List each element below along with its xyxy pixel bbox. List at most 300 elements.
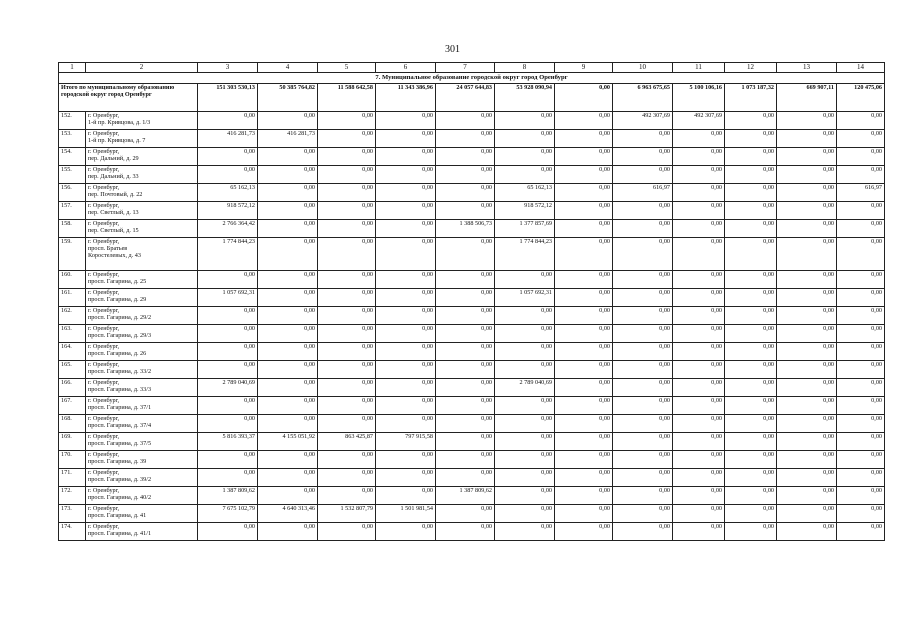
value-cell: 0,00 bbox=[725, 271, 777, 289]
value-cell: 0,00 bbox=[318, 289, 376, 307]
column-number: 12 bbox=[725, 63, 777, 73]
value-cell: 0,00 bbox=[725, 397, 777, 415]
value-cell: 0,00 bbox=[198, 523, 258, 541]
table-row bbox=[59, 361, 885, 379]
value-cell: 0,00 bbox=[258, 220, 318, 238]
value-cell: 0,00 bbox=[555, 202, 613, 220]
address-line: г. Оренбург, bbox=[88, 325, 120, 332]
address-cell bbox=[86, 307, 198, 325]
value-cell: 0,00 bbox=[495, 148, 555, 166]
table-row bbox=[59, 271, 885, 289]
value-cell: 0,00 bbox=[837, 415, 885, 433]
address-line: г. Оренбург, bbox=[88, 112, 120, 119]
value-cell: 0,00 bbox=[725, 379, 777, 397]
value-cell: 0,00 bbox=[436, 148, 495, 166]
address-line: г. Оренбург, bbox=[88, 343, 120, 350]
value-cell: 0,00 bbox=[777, 148, 837, 166]
value-cell: 0,00 bbox=[555, 487, 613, 505]
value-cell: 0,00 bbox=[436, 184, 495, 202]
table-row bbox=[59, 451, 885, 469]
value-cell: 0,00 bbox=[673, 220, 725, 238]
value-cell: 0,00 bbox=[777, 451, 837, 469]
value-cell: 0,00 bbox=[495, 505, 555, 523]
value-cell: 0,00 bbox=[777, 415, 837, 433]
table-row bbox=[59, 130, 885, 148]
value-cell: 0,00 bbox=[258, 166, 318, 184]
value-cell: 0,00 bbox=[673, 451, 725, 469]
value-cell: 0,00 bbox=[436, 166, 495, 184]
value-cell: 0,00 bbox=[555, 220, 613, 238]
value-cell: 0,00 bbox=[436, 325, 495, 343]
address-line: просп. Гагарина, д. 41/1 bbox=[88, 530, 152, 537]
page-number: 301 bbox=[445, 44, 460, 55]
value-cell: 0,00 bbox=[318, 202, 376, 220]
row-index: 165. bbox=[59, 361, 86, 379]
value-cell: 0,00 bbox=[837, 523, 885, 541]
value-cell: 1 057 692,31 bbox=[198, 289, 258, 307]
total-value: 11 588 642,58 bbox=[318, 84, 376, 112]
column-number: 3 bbox=[198, 63, 258, 73]
row-index: 156. bbox=[59, 184, 86, 202]
row-index: 172. bbox=[59, 487, 86, 505]
value-cell: 0,00 bbox=[837, 148, 885, 166]
table-row bbox=[59, 379, 885, 397]
value-cell: 0,00 bbox=[495, 325, 555, 343]
row-index: 168. bbox=[59, 415, 86, 433]
row-index: 163. bbox=[59, 325, 86, 343]
value-cell: 0,00 bbox=[837, 397, 885, 415]
value-cell: 0,00 bbox=[436, 238, 495, 271]
value-cell: 0,00 bbox=[495, 433, 555, 451]
total-value: 6 963 675,65 bbox=[613, 84, 673, 112]
address-line: г. Оренбург, bbox=[88, 379, 120, 386]
value-cell: 0,00 bbox=[777, 202, 837, 220]
total-value: 53 928 090,94 bbox=[495, 84, 555, 112]
value-cell: 0,00 bbox=[318, 523, 376, 541]
value-cell: 0,00 bbox=[725, 184, 777, 202]
value-cell: 616,97 bbox=[837, 184, 885, 202]
row-index: 164. bbox=[59, 343, 86, 361]
value-cell: 0,00 bbox=[318, 469, 376, 487]
total-value: 50 385 764,82 bbox=[258, 84, 318, 112]
value-cell: 0,00 bbox=[198, 415, 258, 433]
address-line: г. Оренбург, bbox=[88, 307, 120, 314]
value-cell: 0,00 bbox=[258, 148, 318, 166]
section-title: 7. Муниципальное образование городской округ город Оренбург bbox=[59, 73, 885, 84]
value-cell: 0,00 bbox=[613, 451, 673, 469]
row-index: 171. bbox=[59, 469, 86, 487]
value-cell: 0,00 bbox=[318, 397, 376, 415]
value-cell: 0,00 bbox=[613, 271, 673, 289]
column-number: 9 bbox=[555, 63, 613, 73]
address-line: г. Оренбург, bbox=[88, 166, 120, 173]
value-cell: 0,00 bbox=[376, 202, 436, 220]
value-cell: 0,00 bbox=[613, 397, 673, 415]
value-cell: 0,00 bbox=[673, 184, 725, 202]
column-number: 2 bbox=[86, 63, 198, 73]
value-cell: 0,00 bbox=[258, 238, 318, 271]
table-row bbox=[59, 307, 885, 325]
value-cell: 0,00 bbox=[777, 523, 837, 541]
value-cell: 0,00 bbox=[673, 397, 725, 415]
value-cell: 0,00 bbox=[376, 343, 436, 361]
value-cell: 0,00 bbox=[555, 289, 613, 307]
value-cell: 0,00 bbox=[198, 361, 258, 379]
address-line: просп. Гагарина, д. 25 bbox=[88, 278, 147, 285]
value-cell: 0,00 bbox=[837, 361, 885, 379]
value-cell: 0,00 bbox=[725, 289, 777, 307]
value-cell: 0,00 bbox=[376, 523, 436, 541]
value-cell: 0,00 bbox=[495, 166, 555, 184]
address-line: г. Оренбург, bbox=[88, 469, 120, 476]
value-cell: 0,00 bbox=[673, 202, 725, 220]
value-cell: 0,00 bbox=[555, 130, 613, 148]
value-cell: 0,00 bbox=[673, 325, 725, 343]
address-cell bbox=[86, 220, 198, 238]
value-cell: 0,00 bbox=[318, 238, 376, 271]
value-cell: 0,00 bbox=[555, 184, 613, 202]
value-cell: 0,00 bbox=[837, 289, 885, 307]
value-cell: 0,00 bbox=[673, 505, 725, 523]
value-cell: 0,00 bbox=[837, 343, 885, 361]
address-line: просп. Гагарина, д. 39/2 bbox=[88, 476, 152, 483]
value-cell: 492 307,69 bbox=[613, 112, 673, 130]
value-cell: 0,00 bbox=[376, 361, 436, 379]
value-cell: 1 774 844,23 bbox=[495, 238, 555, 271]
address-cell bbox=[86, 238, 198, 271]
value-cell: 0,00 bbox=[258, 307, 318, 325]
value-cell: 0,00 bbox=[376, 166, 436, 184]
value-cell: 0,00 bbox=[725, 343, 777, 361]
address-line: пер. Светлый, д. 15 bbox=[88, 227, 139, 234]
address-cell bbox=[86, 289, 198, 307]
value-cell: 0,00 bbox=[555, 361, 613, 379]
value-cell: 0,00 bbox=[258, 184, 318, 202]
value-cell: 0,00 bbox=[613, 238, 673, 271]
value-cell: 1 387 809,62 bbox=[436, 487, 495, 505]
address-line: г. Оренбург, bbox=[88, 289, 120, 296]
address-line: г. Оренбург, bbox=[88, 238, 120, 245]
value-cell: 0,00 bbox=[495, 487, 555, 505]
value-cell: 616,97 bbox=[613, 184, 673, 202]
value-cell: 0,00 bbox=[376, 325, 436, 343]
address-cell bbox=[86, 451, 198, 469]
address-cell bbox=[86, 130, 198, 148]
total-value: 11 343 386,96 bbox=[376, 84, 436, 112]
value-cell: 0,00 bbox=[613, 289, 673, 307]
column-number: 11 bbox=[673, 63, 725, 73]
value-cell: 0,00 bbox=[318, 325, 376, 343]
table-row bbox=[59, 184, 885, 202]
value-cell: 0,00 bbox=[495, 523, 555, 541]
value-cell: 0,00 bbox=[837, 238, 885, 271]
address-line: г. Оренбург, bbox=[88, 415, 120, 422]
table-row bbox=[59, 112, 885, 130]
value-cell: 0,00 bbox=[376, 130, 436, 148]
value-cell: 2 789 040,69 bbox=[198, 379, 258, 397]
value-cell: 0,00 bbox=[673, 271, 725, 289]
value-cell: 2 789 040,69 bbox=[495, 379, 555, 397]
row-index: 154. bbox=[59, 148, 86, 166]
address-cell bbox=[86, 433, 198, 451]
value-cell: 0,00 bbox=[725, 451, 777, 469]
value-cell: 4 155 051,92 bbox=[258, 433, 318, 451]
address-cell bbox=[86, 184, 198, 202]
value-cell: 0,00 bbox=[555, 451, 613, 469]
value-cell: 0,00 bbox=[436, 289, 495, 307]
value-cell: 0,00 bbox=[318, 307, 376, 325]
value-cell: 0,00 bbox=[198, 271, 258, 289]
value-cell: 0,00 bbox=[777, 166, 837, 184]
address-cell bbox=[86, 397, 198, 415]
value-cell: 0,00 bbox=[436, 523, 495, 541]
address-line: г. Оренбург, bbox=[88, 523, 120, 530]
value-cell: 0,00 bbox=[495, 361, 555, 379]
value-cell: 0,00 bbox=[318, 130, 376, 148]
value-cell: 0,00 bbox=[837, 379, 885, 397]
value-cell: 0,00 bbox=[495, 469, 555, 487]
value-cell: 0,00 bbox=[725, 325, 777, 343]
value-cell: 0,00 bbox=[725, 469, 777, 487]
value-cell: 4 640 313,46 bbox=[258, 505, 318, 523]
value-cell: 0,00 bbox=[318, 415, 376, 433]
address-line: г. Оренбург, bbox=[88, 433, 120, 440]
value-cell: 0,00 bbox=[198, 451, 258, 469]
address-line: пер. Дальний, д. 33 bbox=[88, 173, 139, 180]
value-cell: 0,00 bbox=[555, 433, 613, 451]
column-number: 14 bbox=[837, 63, 885, 73]
value-cell: 416 281,73 bbox=[198, 130, 258, 148]
column-number: 6 bbox=[376, 63, 436, 73]
address-cell bbox=[86, 415, 198, 433]
value-cell: 797 915,58 bbox=[376, 433, 436, 451]
table-row bbox=[59, 523, 885, 541]
row-index: 161. bbox=[59, 289, 86, 307]
value-cell: 0,00 bbox=[376, 451, 436, 469]
value-cell: 0,00 bbox=[258, 523, 318, 541]
value-cell: 0,00 bbox=[837, 451, 885, 469]
value-cell: 0,00 bbox=[376, 307, 436, 325]
value-cell: 0,00 bbox=[837, 166, 885, 184]
value-cell: 0,00 bbox=[436, 112, 495, 130]
address-cell bbox=[86, 202, 198, 220]
column-number-row bbox=[59, 63, 885, 73]
value-cell: 0,00 bbox=[436, 397, 495, 415]
table-row bbox=[59, 202, 885, 220]
value-cell: 0,00 bbox=[198, 469, 258, 487]
value-cell: 0,00 bbox=[837, 469, 885, 487]
value-cell: 0,00 bbox=[555, 343, 613, 361]
value-cell: 0,00 bbox=[495, 451, 555, 469]
value-cell: 0,00 bbox=[837, 130, 885, 148]
value-cell: 0,00 bbox=[318, 166, 376, 184]
table-row bbox=[59, 220, 885, 238]
value-cell: 0,00 bbox=[673, 379, 725, 397]
value-cell: 0,00 bbox=[673, 433, 725, 451]
value-cell: 0,00 bbox=[376, 148, 436, 166]
value-cell: 0,00 bbox=[837, 307, 885, 325]
total-value: 0,00 bbox=[555, 84, 613, 112]
address-line: г. Оренбург, bbox=[88, 451, 120, 458]
address-line: просп. Братьев bbox=[88, 245, 128, 252]
value-cell: 0,00 bbox=[318, 271, 376, 289]
address-line: просп. Гагарина, д. 33/3 bbox=[88, 386, 152, 393]
address-line: пер. Светлый, д. 13 bbox=[88, 209, 139, 216]
address-line: просп. Гагарина, д. 39 bbox=[88, 458, 147, 465]
address-line: г. Оренбург, bbox=[88, 220, 120, 227]
value-cell: 0,00 bbox=[198, 343, 258, 361]
value-cell: 0,00 bbox=[555, 505, 613, 523]
value-cell: 0,00 bbox=[725, 112, 777, 130]
value-cell: 0,00 bbox=[673, 415, 725, 433]
value-cell: 0,00 bbox=[777, 112, 837, 130]
value-cell: 0,00 bbox=[258, 451, 318, 469]
address-line: г. Оренбург, bbox=[88, 487, 120, 494]
value-cell: 0,00 bbox=[258, 487, 318, 505]
value-cell: 1 388 506,73 bbox=[436, 220, 495, 238]
value-cell: 0,00 bbox=[376, 289, 436, 307]
value-cell: 0,00 bbox=[725, 238, 777, 271]
value-cell: 0,00 bbox=[613, 166, 673, 184]
total-value: 24 057 644,83 bbox=[436, 84, 495, 112]
value-cell: 0,00 bbox=[436, 343, 495, 361]
value-cell: 0,00 bbox=[436, 202, 495, 220]
value-cell: 0,00 bbox=[318, 184, 376, 202]
value-cell: 0,00 bbox=[198, 166, 258, 184]
address-line: г. Оренбург, bbox=[88, 361, 120, 368]
row-index: 155. bbox=[59, 166, 86, 184]
value-cell: 0,00 bbox=[777, 361, 837, 379]
value-cell: 0,00 bbox=[376, 487, 436, 505]
value-cell: 0,00 bbox=[613, 523, 673, 541]
value-cell: 0,00 bbox=[318, 112, 376, 130]
table-row bbox=[59, 487, 885, 505]
value-cell: 0,00 bbox=[376, 184, 436, 202]
value-cell: 0,00 bbox=[436, 379, 495, 397]
table-body bbox=[59, 63, 885, 541]
value-cell: 0,00 bbox=[725, 433, 777, 451]
address-line: г. Оренбург, bbox=[88, 271, 120, 278]
value-cell: 0,00 bbox=[495, 415, 555, 433]
value-cell: 0,00 bbox=[376, 379, 436, 397]
value-cell: 0,00 bbox=[555, 523, 613, 541]
value-cell: 0,00 bbox=[436, 433, 495, 451]
value-cell: 0,00 bbox=[777, 487, 837, 505]
value-cell: 0,00 bbox=[376, 397, 436, 415]
value-cell: 0,00 bbox=[613, 415, 673, 433]
table-row bbox=[59, 505, 885, 523]
value-cell: 0,00 bbox=[495, 130, 555, 148]
address-line: г. Оренбург, bbox=[88, 130, 120, 137]
address-cell bbox=[86, 469, 198, 487]
value-cell: 0,00 bbox=[258, 325, 318, 343]
address-line: г. Оренбург, bbox=[88, 148, 120, 155]
value-cell: 0,00 bbox=[318, 220, 376, 238]
address-line: просп. Гагарина, д. 29/3 bbox=[88, 332, 152, 339]
value-cell: 1 377 857,69 bbox=[495, 220, 555, 238]
value-cell: 0,00 bbox=[555, 325, 613, 343]
address-line: г. Оренбург, bbox=[88, 202, 120, 209]
value-cell: 0,00 bbox=[318, 361, 376, 379]
value-cell: 65 162,13 bbox=[495, 184, 555, 202]
column-number: 1 bbox=[59, 63, 86, 73]
address-cell bbox=[86, 487, 198, 505]
value-cell: 0,00 bbox=[258, 361, 318, 379]
table-row bbox=[59, 289, 885, 307]
address-cell bbox=[86, 505, 198, 523]
value-cell: 0,00 bbox=[777, 130, 837, 148]
address-line: Коростелевых, д. 43 bbox=[88, 252, 141, 259]
address-cell bbox=[86, 523, 198, 541]
address-cell bbox=[86, 379, 198, 397]
table-row bbox=[59, 433, 885, 451]
value-cell: 0,00 bbox=[376, 112, 436, 130]
row-index: 170. bbox=[59, 451, 86, 469]
value-cell: 0,00 bbox=[376, 238, 436, 271]
total-value: 1 073 187,32 bbox=[725, 84, 777, 112]
value-cell: 0,00 bbox=[673, 361, 725, 379]
column-number: 7 bbox=[436, 63, 495, 73]
row-index: 157. bbox=[59, 202, 86, 220]
value-cell: 0,00 bbox=[495, 271, 555, 289]
row-index: 162. bbox=[59, 307, 86, 325]
address-line: просп. Гагарина, д. 41 bbox=[88, 512, 147, 519]
address-line: 1-й пр. Кривцова, д. 7 bbox=[88, 137, 146, 144]
value-cell: 0,00 bbox=[318, 451, 376, 469]
value-cell: 0,00 bbox=[495, 397, 555, 415]
value-cell: 0,00 bbox=[436, 307, 495, 325]
total-value: 669 907,11 bbox=[777, 84, 837, 112]
row-index: 169. bbox=[59, 433, 86, 451]
value-cell: 0,00 bbox=[673, 469, 725, 487]
address-line: г. Оренбург, bbox=[88, 505, 120, 512]
value-cell: 0,00 bbox=[555, 379, 613, 397]
value-cell: 0,00 bbox=[258, 469, 318, 487]
value-cell: 416 281,73 bbox=[258, 130, 318, 148]
value-cell: 0,00 bbox=[673, 343, 725, 361]
value-cell: 1 057 692,31 bbox=[495, 289, 555, 307]
address-cell bbox=[86, 112, 198, 130]
value-cell: 0,00 bbox=[258, 271, 318, 289]
value-cell: 492 307,69 bbox=[673, 112, 725, 130]
address-line: 1-й пр. Кривцова, д. 1/3 bbox=[88, 119, 151, 126]
value-cell: 0,00 bbox=[777, 505, 837, 523]
value-cell: 0,00 bbox=[725, 361, 777, 379]
table-row bbox=[59, 325, 885, 343]
address-cell bbox=[86, 325, 198, 343]
total-value: 120 475,06 bbox=[837, 84, 885, 112]
address-line: просп. Гагарина, д. 29 bbox=[88, 296, 147, 303]
address-cell bbox=[86, 361, 198, 379]
total-label: Итого по муниципальному образованию городской округ город Оренбург bbox=[59, 84, 198, 112]
value-cell: 918 572,12 bbox=[198, 202, 258, 220]
value-cell: 0,00 bbox=[613, 220, 673, 238]
value-cell: 0,00 bbox=[555, 112, 613, 130]
value-cell: 0,00 bbox=[777, 220, 837, 238]
value-cell: 0,00 bbox=[318, 379, 376, 397]
value-cell: 0,00 bbox=[777, 343, 837, 361]
address-line: г. Оренбург, bbox=[88, 184, 120, 191]
total-value: 151 303 530,13 bbox=[198, 84, 258, 112]
value-cell: 0,00 bbox=[376, 271, 436, 289]
value-cell: 0,00 bbox=[725, 307, 777, 325]
row-index: 152. bbox=[59, 112, 86, 130]
value-cell: 0,00 bbox=[725, 202, 777, 220]
value-cell: 0,00 bbox=[613, 505, 673, 523]
value-cell: 0,00 bbox=[673, 130, 725, 148]
value-cell: 0,00 bbox=[555, 307, 613, 325]
row-index: 173. bbox=[59, 505, 86, 523]
